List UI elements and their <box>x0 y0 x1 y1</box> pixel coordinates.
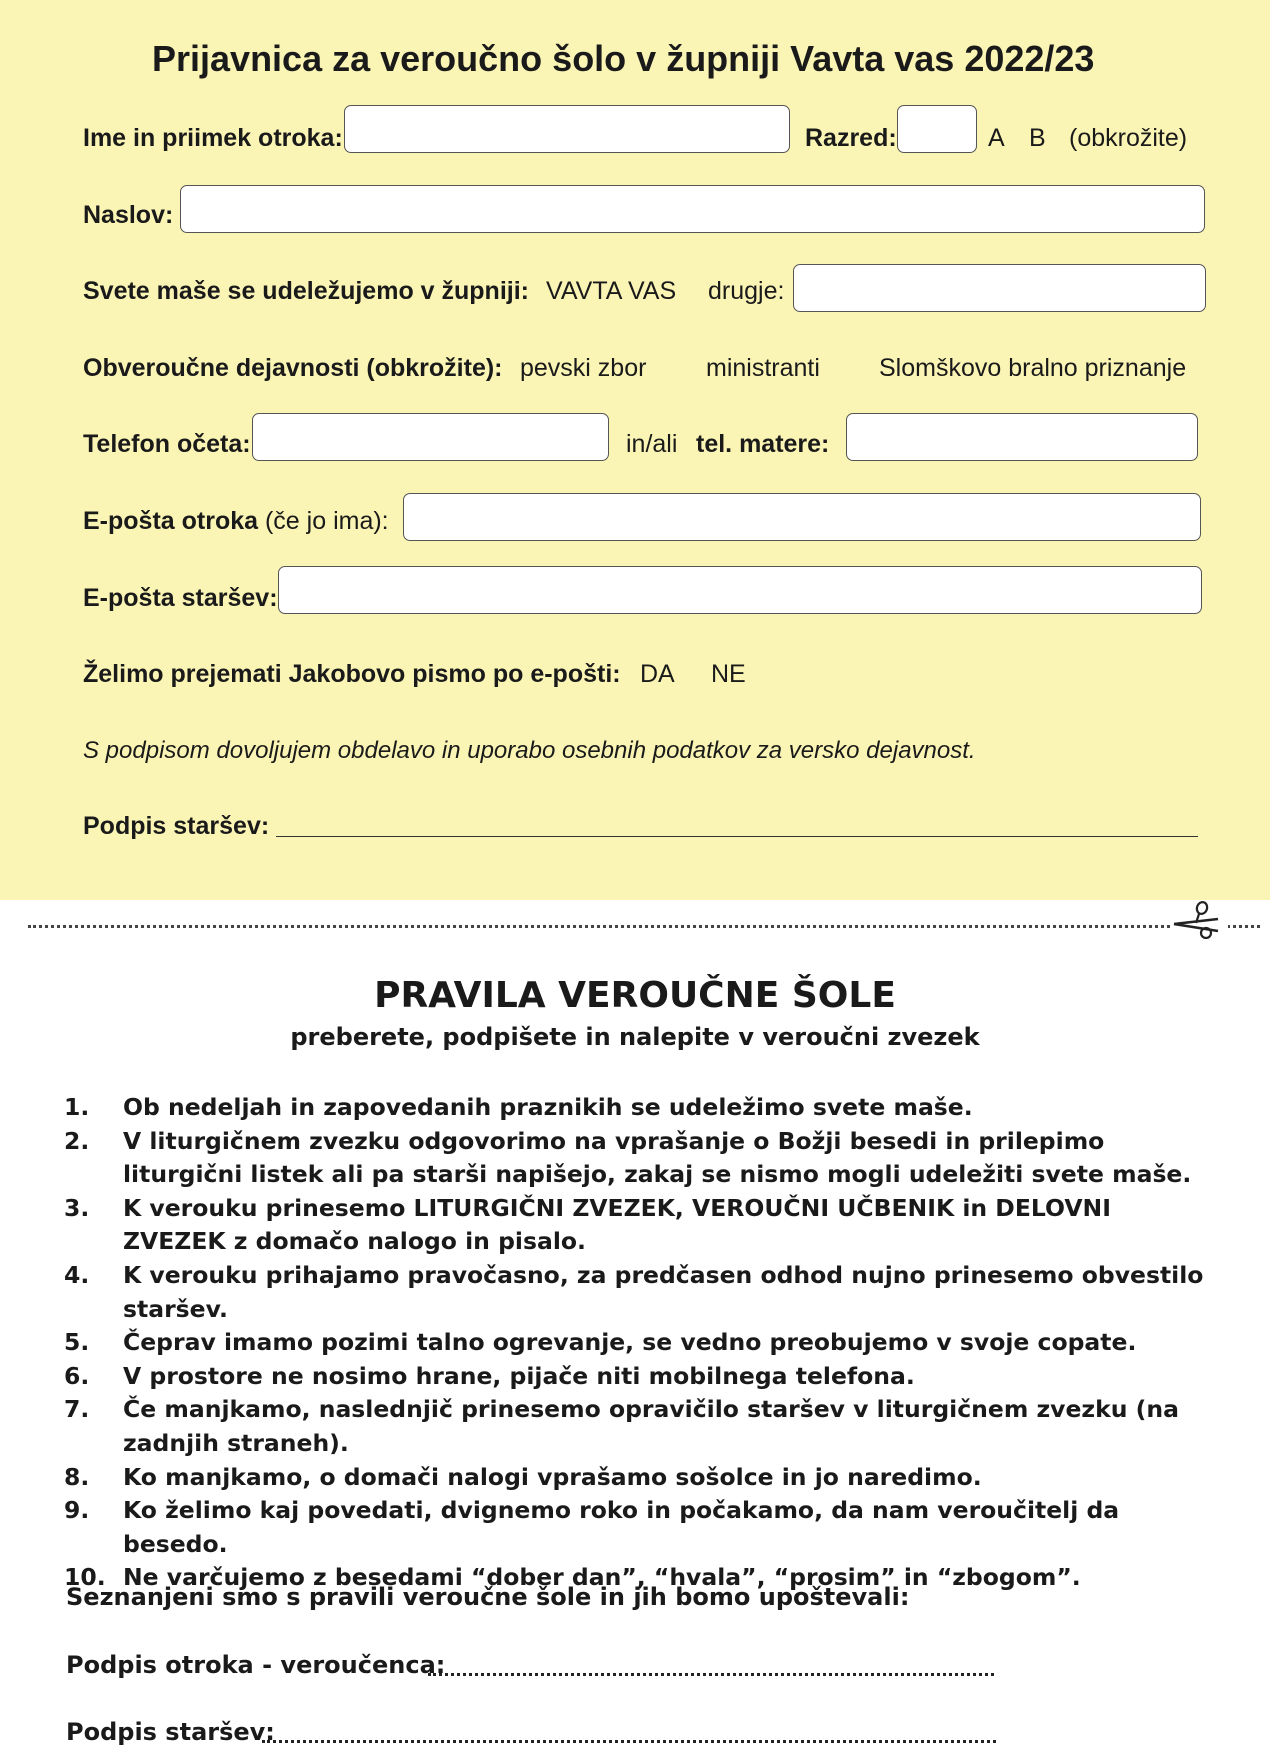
cut-line <box>28 925 1260 928</box>
class-option-a[interactable]: A <box>988 124 1005 152</box>
consent-text: S podpisom dovoljujem obdelavo in uporabo osebnih podatkov za versko dejavnost. <box>83 737 976 764</box>
rules-subtitle: preberete, podpišete in nalepite v veroučni zvezek <box>290 1023 980 1051</box>
rule-item <box>64 1461 1214 1495</box>
mass-option-vavta[interactable]: VAVTA VAS <box>546 277 677 305</box>
mother-phone-label: tel. matere: <box>696 430 830 458</box>
child-email-label: E-pošta otroka <box>83 507 259 535</box>
rule-item <box>64 1125 1214 1192</box>
rule-text: Ko manjkamo, o domači nalogi vprašamo sošolce in jo naredimo. <box>123 1462 982 1491</box>
form-title: Prijavnica za veroučno šolo v župniji Vavta vas 2022/23 <box>152 38 1095 79</box>
mass-other-field[interactable] <box>793 264 1206 312</box>
activity-option-altar-servers[interactable]: ministranti <box>706 354 820 382</box>
parent-signature-line[interactable] <box>276 836 1198 837</box>
rule-number: 10. <box>64 1563 106 1592</box>
rule-item <box>64 1091 1214 1125</box>
rule-number: 9. <box>64 1496 90 1525</box>
rule-number: 6. <box>64 1361 90 1390</box>
rule-item <box>64 1326 1214 1360</box>
child-signature-line[interactable] <box>428 1673 994 1676</box>
rules-title: PRAVILA VEROUČNE ŠOLE <box>374 975 896 1016</box>
address-field[interactable] <box>180 185 1205 233</box>
activity-option-reading-award[interactable]: Slomškovo bralno priznanje <box>879 354 1187 382</box>
child-signature-label: Podpis otroka - veroučenca: <box>66 1651 446 1679</box>
newsletter-label: Želimo prejemati Jakobovo pismo po e-pošti: <box>83 660 621 688</box>
parents-email-field[interactable] <box>278 566 1202 614</box>
parent-signature-label: Podpis staršev: <box>83 812 270 840</box>
rule-number: 3. <box>64 1193 90 1222</box>
rule-text: Čeprav imamo pozimi talno ogrevanje, se vedno preobujemo v svoje copate. <box>123 1328 1137 1357</box>
rules-parents-signature-label: Podpis staršev: <box>66 1718 275 1746</box>
rule-item <box>64 1192 1214 1259</box>
rule-item <box>64 1360 1214 1394</box>
acknowledgement-text: Seznanjeni smo s pravili veroučne šole in jih bomo upoštevali: <box>66 1583 910 1611</box>
class-field[interactable] <box>897 105 977 153</box>
class-hint: (obkrožite) <box>1069 124 1188 152</box>
activity-option-choir[interactable]: pevski zbor <box>520 354 647 382</box>
rule-number: 7. <box>64 1395 90 1424</box>
father-phone-field[interactable] <box>252 413 609 461</box>
and-or-text: in/ali <box>626 430 678 458</box>
newsletter-yes-option[interactable]: DA <box>640 660 675 688</box>
rules-parents-signature-line[interactable] <box>262 1740 996 1743</box>
rule-text: Ne varčujemo z besedami “dober dan”, “hvala”, “prosim” in “zbogom”. <box>123 1563 1081 1592</box>
rule-text: V liturgičnem zvezku odgovorimo na vprašanje o Božji besedi in prilepimo liturgični listek ali pa starši napišejo, zakaj se nismo mogli udeležiti svete maše. <box>123 1126 1192 1189</box>
rule-text: Če manjkamo, naslednjič prinesemo opravičilo staršev v liturgičnem zvezku (na zadnjih straneh). <box>123 1395 1179 1457</box>
mass-parish-label: Svete maše se udeležujemo v župniji: <box>83 277 529 305</box>
rule-text: V prostore ne nosimo hrane, pijače niti mobilnega telefona. <box>123 1361 915 1390</box>
rule-number: 8. <box>64 1462 90 1491</box>
rule-text: Ko želimo kaj povedati, dvignemo roko in počakamo, da nam veroučitelj da besedo. <box>123 1496 1120 1558</box>
rule-text: K verouku prihajamo pravočasno, za predčasen odhod nujno prinesemo obvestilo staršev. <box>123 1260 1204 1323</box>
activities-label: Obveroučne dejavnosti (obkrožite): <box>83 354 503 382</box>
child-email-label-group <box>83 507 389 536</box>
child-email-hint: (če jo ima): <box>264 507 389 535</box>
rule-number: 4. <box>64 1260 90 1289</box>
child-name-label: Ime in priimek otroka: <box>83 124 343 152</box>
rule-number: 2. <box>64 1126 90 1155</box>
rule-item <box>64 1259 1214 1326</box>
newsletter-no-option[interactable]: NE <box>711 660 746 688</box>
rule-number: 5. <box>64 1328 90 1357</box>
class-label: Razred: <box>805 124 897 152</box>
mass-option-other-label: drugje: <box>708 277 785 305</box>
rule-text: Ob nedeljah in zapovedanih praznikih se udeležimo svete maše. <box>123 1093 973 1121</box>
rules-list <box>64 1091 1214 1595</box>
rule-number: 1. <box>64 1093 90 1121</box>
parents-email-label: E-pošta staršev: <box>83 584 278 612</box>
rule-item <box>64 1393 1214 1460</box>
class-option-b[interactable]: B <box>1029 124 1046 152</box>
rule-item <box>64 1494 1214 1561</box>
scissors-icon <box>1172 899 1228 939</box>
child-name-field[interactable] <box>344 105 790 153</box>
child-email-field[interactable] <box>403 493 1201 541</box>
address-label: Naslov: <box>83 201 174 229</box>
father-phone-label: Telefon očeta: <box>83 430 251 458</box>
rule-text: K verouku prinesemo LITURGIČNI ZVEZEK, VEROUČNI UČBENIK in DELOVNI ZVEZEK z domačo nalogo in pisalo. <box>123 1193 1111 1256</box>
mother-phone-field[interactable] <box>846 413 1198 461</box>
